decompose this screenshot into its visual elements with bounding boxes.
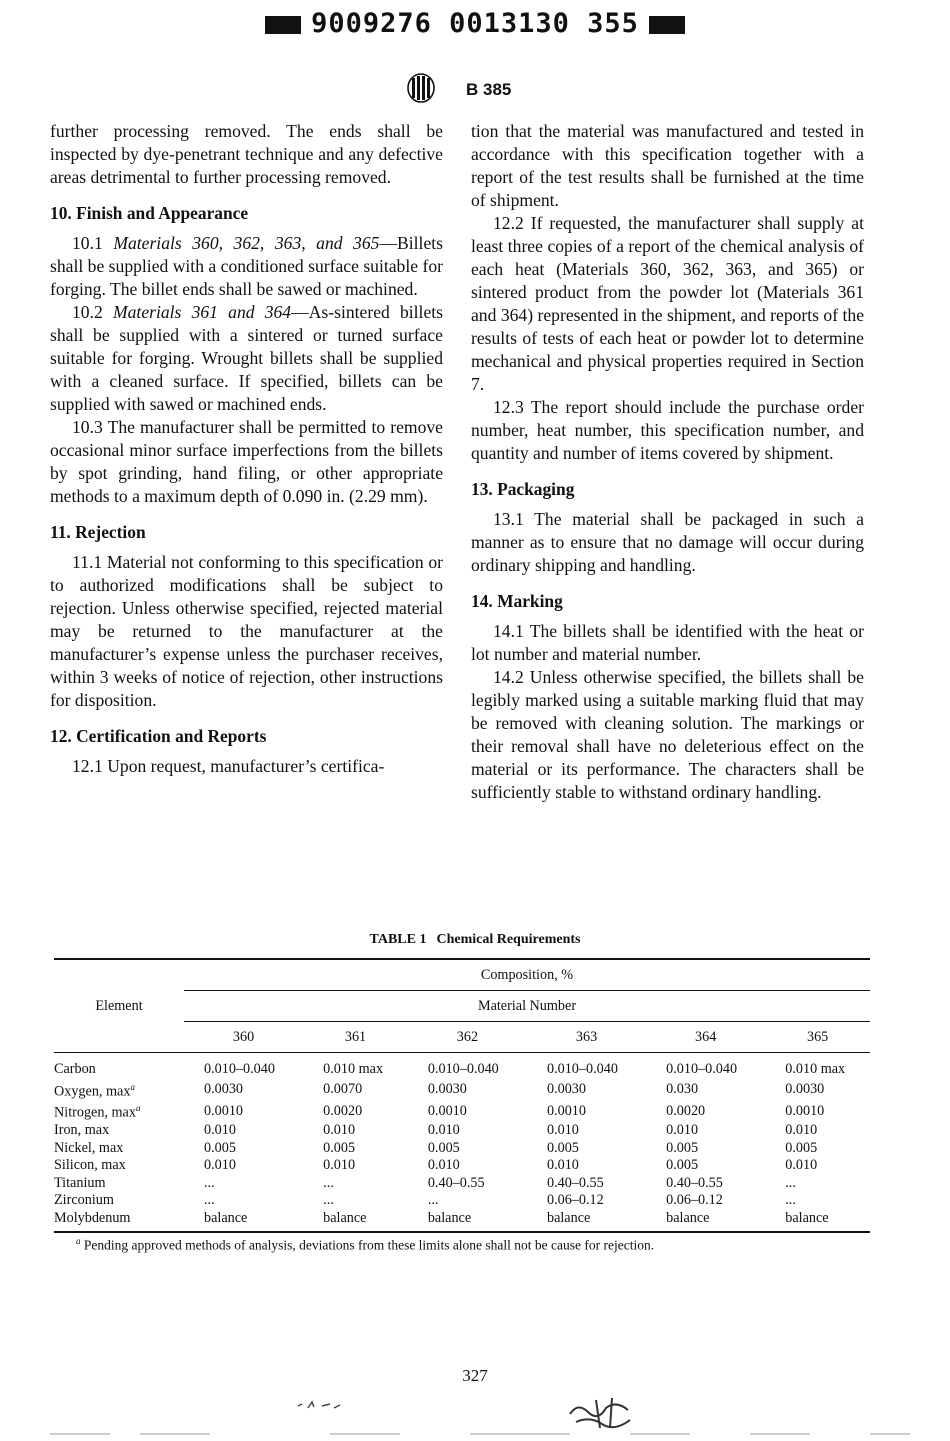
composition-value: 0.010 max bbox=[785, 1061, 846, 1078]
section-10-heading: 10. Finish and Appearance bbox=[50, 203, 249, 223]
composition-value: balance bbox=[408, 1209, 527, 1232]
table-row bbox=[54, 1192, 870, 1210]
astm-logo-icon bbox=[406, 72, 436, 104]
element-name: Iron, max bbox=[54, 1122, 110, 1139]
section-14-heading: 14. Marking bbox=[471, 591, 563, 611]
composition-value: 0.06–0.12 bbox=[546, 1192, 604, 1209]
composition-value: 0.0010 bbox=[785, 1102, 825, 1119]
material-header-365: 365 bbox=[765, 1022, 870, 1053]
composition-value: 0.010–0.040 bbox=[666, 1061, 738, 1078]
composition-value: 0.005 bbox=[427, 1139, 460, 1156]
composition-value: balance bbox=[303, 1209, 408, 1232]
scan-stamp-mark bbox=[566, 1394, 636, 1434]
material-header-360: 360 bbox=[184, 1022, 303, 1053]
composition-value: ... bbox=[204, 1192, 215, 1209]
composition-value: 0.030 bbox=[666, 1080, 699, 1097]
section-12-3: 12.3 The report should include the purchase order number, heat number, this specification number, and quantity and number of items covered by shipment. bbox=[471, 397, 864, 463]
table-label: TABLE 1 bbox=[369, 932, 427, 947]
material-header-362: 362 bbox=[408, 1022, 527, 1053]
section-10-2: 10.2 Materials 361 and 364—As-sintered billets shall be supplied with a sintered or turned surface suitable for forging. Wrought billets shall be supplied with a cleaned surface. If specified, billets can be supplied with sawed or machined ends. bbox=[50, 302, 443, 414]
composition-value: 0.0030 bbox=[785, 1080, 825, 1097]
composition-value: 0.0030 bbox=[546, 1080, 586, 1097]
composition-value: 0.005 bbox=[323, 1139, 356, 1156]
section-11-heading: 11. Rejection bbox=[50, 522, 146, 542]
composition-value: 0.40–0.55 bbox=[427, 1174, 485, 1191]
composition-value: 0.010 bbox=[427, 1157, 460, 1174]
element-name: Carbon bbox=[54, 1061, 96, 1078]
composition-value: 0.010 max bbox=[323, 1061, 384, 1078]
composition-value: 0.0070 bbox=[323, 1080, 363, 1097]
table-row bbox=[54, 1174, 870, 1192]
table-row bbox=[54, 1157, 870, 1175]
composition-value: 0.40–0.55 bbox=[666, 1174, 723, 1191]
table-title bbox=[0, 932, 950, 948]
element-name: Titanium bbox=[54, 1174, 106, 1191]
composition-value: 0.010 bbox=[785, 1122, 818, 1139]
section-10-1: 10.1 Materials 360, 362, 363, and 365—Billets shall be supplied with a conditioned surface suitable for forging. The billet ends shall be sawed or machined. bbox=[50, 233, 443, 299]
composition-value: 0.010 bbox=[323, 1122, 356, 1139]
table-caption: Chemical Requirements bbox=[436, 932, 581, 947]
right-column bbox=[471, 120, 864, 804]
composition-value: 0.010 bbox=[323, 1157, 356, 1174]
composition-value: 0.010–0.040 bbox=[427, 1061, 499, 1078]
composition-value: ... bbox=[323, 1174, 334, 1191]
composition-value: balance bbox=[184, 1209, 303, 1232]
table-row bbox=[54, 1122, 870, 1140]
barcode-text: 9009276 0013130 355 bbox=[311, 8, 639, 39]
designation-label: B 385 bbox=[466, 80, 512, 99]
composition-value: ... bbox=[204, 1174, 215, 1191]
document-barcode-line bbox=[0, 8, 950, 39]
table-row bbox=[54, 1139, 870, 1157]
composition-value: ... bbox=[323, 1192, 334, 1209]
composition-value: ... bbox=[785, 1192, 796, 1209]
composition-header: Composition, % bbox=[184, 959, 870, 991]
composition-value: ... bbox=[785, 1174, 796, 1191]
composition-value: 0.0010 bbox=[204, 1102, 244, 1119]
composition-value: 0.010 bbox=[546, 1157, 579, 1174]
composition-value: 0.0030 bbox=[204, 1080, 244, 1097]
section-12-heading: 12. Certification and Reports bbox=[50, 726, 267, 746]
composition-value: 0.010 bbox=[204, 1122, 236, 1139]
section-10-3: 10.3 The manufacturer shall be permitted to remove occasional minor surface imperfections from the billets by spot grinding, hand filing, or other appropriate methods to a maximum depth of 0.090 in. (2.29 mm). bbox=[50, 417, 443, 506]
paragraph-continued-right: tion that the material was manufactured and tested in accordance with this specification together with a report of the test results shall be furnished at the time of shipment. bbox=[471, 121, 864, 210]
composition-value: 0.0020 bbox=[323, 1102, 363, 1119]
footnote-ref: a bbox=[135, 1103, 141, 1114]
composition-value: 0.005 bbox=[666, 1157, 699, 1174]
scan-smudge-mark bbox=[296, 1398, 342, 1412]
section-12-1-start: 12.1 Upon request, manufacturer’s certifica- bbox=[72, 756, 385, 776]
table-row bbox=[54, 1209, 870, 1232]
section-13-1: 13.1 The material shall be packaged in such a manner as to ensure that no damage will occur during ordinary shipping and handling. bbox=[471, 509, 864, 575]
section-14-2: 14.2 Unless otherwise specified, the billets shall be legibly marked using a suitable marking fluid that may be removed with cleaning solution. The markings or their removal shall have no deleterious effect on the material or its performance. The characters shall be sufficiently stable to withstand ordinary handling. bbox=[471, 667, 864, 802]
section-14-1: 14.1 The billets shall be identified with the heat or lot number and material number. bbox=[471, 621, 864, 664]
footnote-ref: a bbox=[130, 1081, 135, 1092]
bottom-edge-lines bbox=[50, 1430, 910, 1438]
composition-value: 0.06–0.12 bbox=[666, 1192, 723, 1209]
composition-value: 0.0030 bbox=[427, 1080, 467, 1097]
composition-value: 0.005 bbox=[785, 1139, 818, 1156]
paragraph-continued: further processing removed. The ends shall be inspected by dye-penetrant technique and any defective areas detrimental to further processing removed. bbox=[50, 121, 443, 187]
material-header-363: 363 bbox=[527, 1022, 646, 1053]
element-name: Zirconium bbox=[54, 1192, 114, 1209]
composition-value: balance bbox=[646, 1209, 765, 1232]
left-column bbox=[50, 120, 443, 778]
element-name: Molybdenum bbox=[54, 1209, 184, 1232]
section-13-heading: 13. Packaging bbox=[471, 479, 575, 499]
material-header-361: 361 bbox=[303, 1022, 408, 1053]
element-header: Element bbox=[54, 959, 184, 1053]
composition-value: 0.010 bbox=[204, 1157, 236, 1174]
chemical-requirements-table bbox=[54, 958, 870, 1233]
composition-value: balance bbox=[765, 1209, 870, 1232]
composition-value: ... bbox=[427, 1192, 439, 1209]
material-number-header: Material Number bbox=[184, 991, 870, 1022]
element-name: Nickel, max bbox=[54, 1139, 124, 1156]
table-row bbox=[54, 1079, 870, 1101]
material-header-364: 364 bbox=[646, 1022, 765, 1053]
page-number: 327 bbox=[462, 1366, 488, 1385]
element-name: Nitrogen, max$^a$ bbox=[54, 1103, 141, 1121]
table-row bbox=[54, 1053, 870, 1079]
barcode-block-left bbox=[265, 16, 301, 34]
composition-value: 0.005 bbox=[546, 1139, 579, 1156]
composition-value: 0.0010 bbox=[427, 1102, 467, 1119]
composition-value: 0.005 bbox=[666, 1139, 699, 1156]
composition-value: balance bbox=[527, 1209, 646, 1232]
section-11-1: 11.1 Material not conforming to this specification or to authorized modifications shall be subject to rejection. Unless otherwise specified, rejected material may be returned to the manufacturer at the manufacturer’s expense unless the purchaser receives, within 3 weeks of notice of rejection, other instructions for disposition. bbox=[50, 552, 443, 710]
composition-value: 0.010 bbox=[666, 1122, 699, 1139]
composition-value: 0.40–0.55 bbox=[546, 1174, 604, 1191]
section-12-2: 12.2 If requested, the manufacturer shall supply at least three copies of a report of the chemical analysis of each heat (Materials 360, 362, 363, and 365) or sintered product from the powder lot (Materials 361 and 364) represented in the shipment, and reports of the results of tests of each heat or powder lot to determine mechanical and physical properties required in Section 7. bbox=[471, 213, 864, 394]
composition-value: 0.010 bbox=[546, 1122, 579, 1139]
composition-value: 0.0010 bbox=[546, 1102, 586, 1119]
element-name: Silicon, max bbox=[54, 1157, 126, 1174]
composition-value: 0.010–0.040 bbox=[546, 1061, 618, 1078]
composition-value: 0.0020 bbox=[666, 1102, 706, 1119]
table-footnote: $^a$ Pending approved methods of analysis, deviations from these limits alone shall not be cause for rejection. bbox=[76, 1236, 655, 1253]
barcode-block-right bbox=[649, 16, 685, 34]
composition-value: 0.010 bbox=[427, 1122, 460, 1139]
composition-value: 0.010–0.040 bbox=[204, 1061, 275, 1078]
composition-value: 0.010 bbox=[785, 1157, 818, 1174]
table-row bbox=[54, 1100, 870, 1122]
composition-value: 0.005 bbox=[204, 1139, 236, 1156]
element-name: Oxygen, max$^a$ bbox=[54, 1081, 135, 1100]
footnote-marker: a bbox=[76, 1236, 81, 1246]
